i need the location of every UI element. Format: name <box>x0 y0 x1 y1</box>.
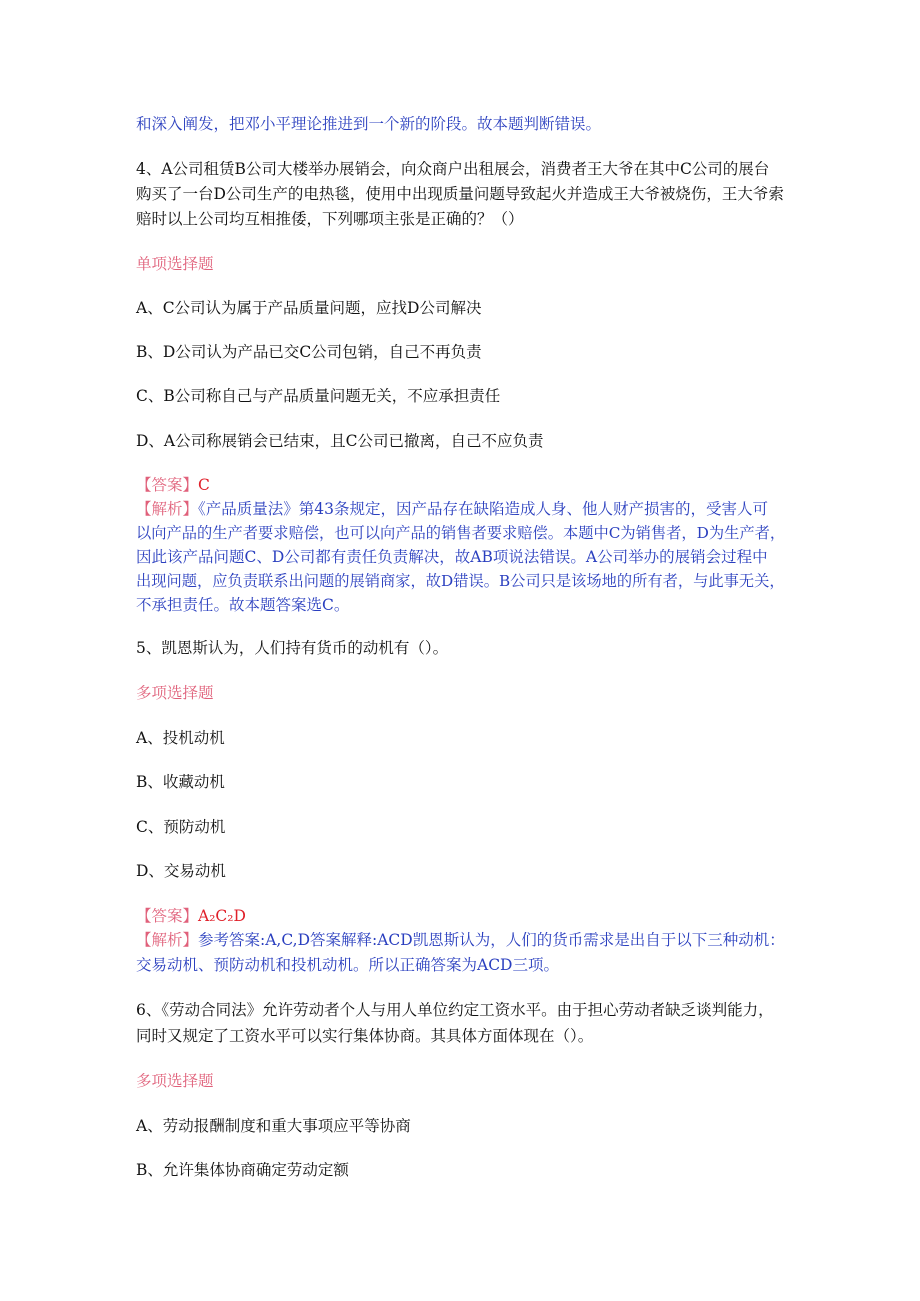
question-6-type: 多项选择题 <box>136 1072 214 1090</box>
question-4-stem-line-2: 购买了一台D公司生产的电热毯，使用中出现质量问题导致起火并造成王大爷被烧伤，王大爷索 <box>136 185 784 203</box>
explanation-text: 参考答案:A,C,D答案解释:ACD凯恩斯认为，人们的货币需求是出自于以下三种动机： <box>198 931 785 949</box>
question-5-answer <box>136 906 246 926</box>
question-4-option-d: D、A公司称展销会已结束，且C公司已撤离，自己不应负责 <box>136 432 544 450</box>
question-4-explanation-line-2: 以向产品的生产者要求赔偿，也可以向产品的销售者要求赔偿。本题中C为销售者，D为生产者， <box>136 524 786 542</box>
question-4-explanation-line-5: 不承担责任。故本题答案选C。 <box>136 596 350 614</box>
question-6-stem-line-1: 6、《劳动合同法》允许劳动者个人与用人单位约定工资水平。由于担心劳动者缺乏谈判能力， <box>136 1001 774 1019</box>
question-5-type: 多项选择题 <box>136 684 214 702</box>
question-4-type: 单项选择题 <box>136 255 214 273</box>
question-6-stem-line-2: 同时又规定了工资水平可以实行集体协商。其具体方面体现在（）。 <box>136 1027 594 1045</box>
question-5-explanation-line-2: 交易动机、预防动机和投机动机。所以正确答案为ACD三项。 <box>136 956 559 974</box>
question-4-answer <box>136 475 210 495</box>
question-5-option-d: D、交易动机 <box>136 862 226 880</box>
question-4-explanation-line-1 <box>136 499 768 519</box>
question-4-explanation-line-4: 出现问题，应负责联系出问题的展销商家，故D错误。B公司只是该场地的所有者，与此事无关， <box>136 572 785 590</box>
answer-label: 【答案】 <box>136 476 199 494</box>
explanation-label: 【解析】 <box>136 500 199 518</box>
question-5-option-a: A、投机动机 <box>136 729 225 747</box>
answer-value: C <box>198 476 210 494</box>
question-5-stem-line-1: 5、凯恩斯认为，人们持有货币的动机有（）。 <box>136 639 449 657</box>
question-4-option-b: B、D公司认为产品已交C公司包销，自己不再负责 <box>136 343 482 361</box>
question-4-explanation-line-3: 因此该产品问题C、D公司都有责任负责解决，故AB项说法错误。A公司举办的展销会过程中 <box>136 548 768 566</box>
question-4-option-c: C、B公司称自己与产品质量问题无关，不应承担责任 <box>136 387 501 405</box>
question-4-stem-line-1: 4、A公司租赁B公司大楼举办展销会，向众商户出租展会，消费者王大爷在其中C公司的展台 <box>136 160 770 178</box>
question-4-stem-line-3: 赔时以上公司均互相推倭，下列哪项主张是正确的？（） <box>136 210 524 228</box>
answer-label: 【答案】 <box>136 907 199 925</box>
explanation-label: 【解析】 <box>136 931 199 949</box>
intro-line: 和深入阐发，把邓小平理论推进到一个新的阶段。故本题判断错误。 <box>136 115 602 133</box>
answer-value: A₂C₂D <box>198 907 246 925</box>
question-6-option-b: B、允许集体协商确定劳动定额 <box>136 1161 349 1179</box>
question-5-option-c: C、预防动机 <box>136 818 226 836</box>
question-4-option-a: A、C公司认为属于产品质量问题，应找D公司解决 <box>136 299 482 317</box>
explanation-text: 《产品质量法》第43条规定，因产品存在缺陷造成人身、他人财产损害的，受害人可 <box>198 500 768 518</box>
question-5-option-b: B、收藏动机 <box>136 773 225 791</box>
question-5-explanation-line-1 <box>136 930 785 950</box>
question-6-option-a: A、劳动报酬制度和重大事项应平等协商 <box>136 1117 411 1135</box>
